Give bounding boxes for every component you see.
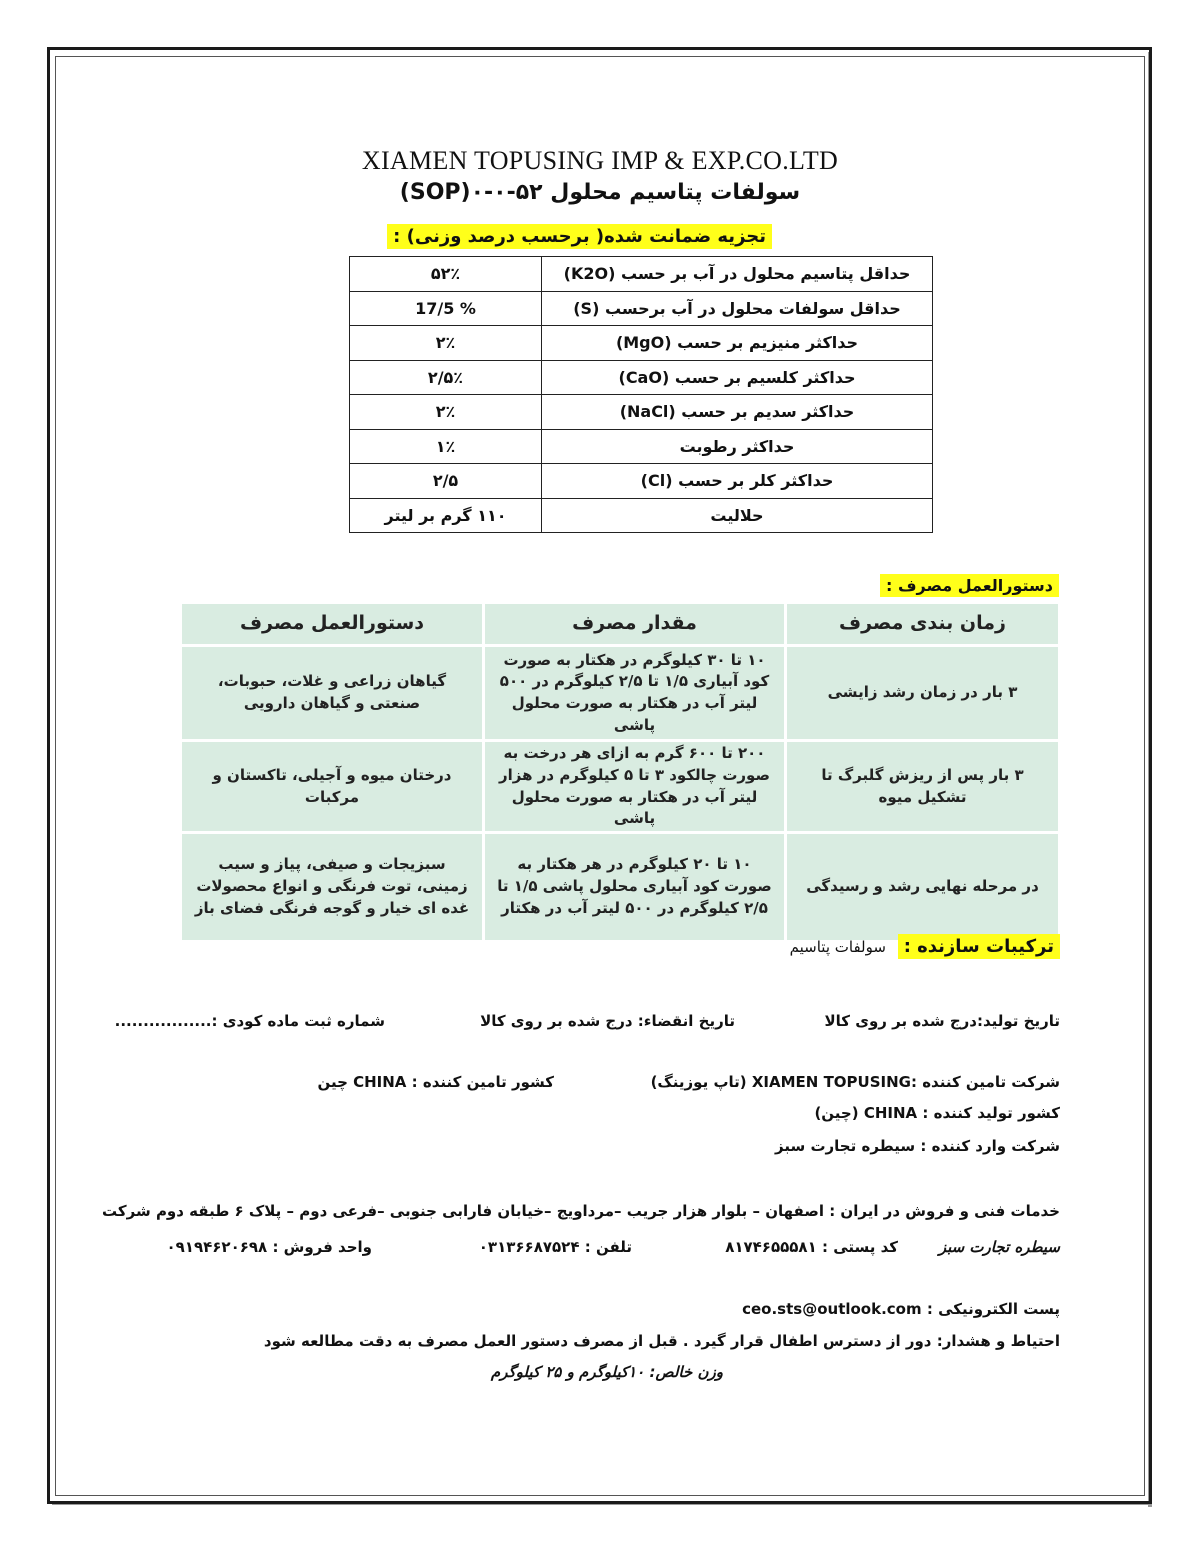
- production-date: تاریخ تولید:درج شده بر روی کالا: [824, 1012, 1060, 1030]
- usage-timing: ۳ بار پس از ریزش گلبرگ تا تشکیل میوه: [787, 742, 1058, 831]
- importer-company: شرکت وارد کننده : سیطره تجارت سبز: [775, 1137, 1060, 1155]
- table-row: [350, 360, 933, 395]
- warning-line: احتیاط و هشدار: دور از دسترس اطفال قرار گیرد . قبل از مصرف دستور العمل مصرف به دقت مطالعه شود: [263, 1332, 1060, 1350]
- postal-code: کد پستی : ۸۱۷۴۶۵۵۵۸۱: [725, 1238, 898, 1256]
- table-row: [350, 429, 933, 464]
- supplier-country: کشور تامین کننده : CHINA چین: [317, 1073, 554, 1091]
- spec-name: حداکثر کلسیم بر حسب (CaO): [542, 360, 933, 395]
- spec-name: حداکثر سدیم بر حسب (NaCl): [542, 395, 933, 430]
- spec-name: حلالیت: [542, 498, 933, 533]
- usage-amount: ۱۰ تا ۲۰ کیلوگرم در هر هکتار به صورت کود آبیاری محلول پاشی ۱/۵ تا ۲/۵ کیلوگرم در ۵۰۰ لیتر آب در هکتار: [485, 834, 784, 940]
- phone-number: تلفن : ۰۳۱۳۶۶۸۷۵۲۴: [478, 1238, 632, 1256]
- usage-timing: در مرحله نهایی رشد و رسیدگی: [787, 834, 1058, 940]
- usage-heading: [880, 576, 1059, 595]
- spec-name: حداکثر رطوبت: [542, 429, 933, 464]
- spec-table: [349, 256, 933, 533]
- expiry-date: تاریخ انقضاء: درج شده بر روی کالا: [480, 1012, 735, 1030]
- spec-value: ۱٪: [350, 429, 542, 464]
- usage-title: دستورالعمل مصرف :: [880, 574, 1059, 597]
- guaranteed-analysis-title: تجزیه ضمانت شده( برحسب درصد وزنی) :: [387, 224, 772, 249]
- brand-name: سیطره تجارت سبز: [938, 1238, 1060, 1256]
- usage-instruction: درختان میوه و آجیلی، تاکستان و مرکبات: [182, 742, 482, 831]
- table-row: [350, 326, 933, 361]
- usage-instruction: گیاهان زراعی و غلات، حبوبات، صنعتی و گیاهان دارویی: [182, 647, 482, 739]
- supplier-company: شرکت تامین کننده :XIAMEN TOPUSING (تاپ یوزینگ): [650, 1073, 1060, 1091]
- registration-number: شماره ثبت ماده کودی :.................: [114, 1012, 385, 1030]
- composition-value: سولفات پتاسیم: [789, 938, 886, 956]
- usage-amount: ۱۰ تا ۳۰ کیلوگرم در هکتار به صورت کود آبیاری ۱/۵ تا ۲/۵ کیلوگرم در ۵۰۰ لیتر آب در هکتار به صورت محلول پاشی: [485, 647, 784, 739]
- table-row: [350, 464, 933, 499]
- spec-name: حداقل سولفات محلول در آب برحسب (S): [542, 291, 933, 326]
- spec-value: ۲٪: [350, 395, 542, 430]
- email-line: پست الکترونیکی : ceo.sts@outlook.com: [742, 1300, 1060, 1318]
- service-address: خدمات فنی و فروش در ایران : اصفهان – بلوار هزار جریب –مرداویج –خیابان فارابی جنوبی –فرعی دوم – پلاک ۶ طبقه دوم شرکت: [102, 1202, 1060, 1220]
- spec-name: حداکثر کلر بر حسب (Cl): [542, 464, 933, 499]
- composition-label: ترکیبات سازنده :: [898, 934, 1060, 959]
- usage-timing: ۳ بار در زمان رشد زایشی: [787, 647, 1058, 739]
- table-row: [350, 395, 933, 430]
- spec-value: 17/5 %: [350, 291, 542, 326]
- spec-value: ۲٪: [350, 326, 542, 361]
- header-timing: زمان بندی مصرف: [787, 604, 1058, 644]
- usage-instruction: سبزیجات و صیفی، پیاز و سیب زمینی، توت فرنگی و انواع محصولات غده ای خیار و گوجه فرنگی فضای باز: [182, 834, 482, 940]
- spec-value: ۲/۵٪: [350, 360, 542, 395]
- net-weight: وزن خالص: ۱۰کیلوگرم و ۲۵ کیلوگرم: [490, 1363, 723, 1381]
- usage-table: [182, 604, 1058, 940]
- guaranteed-analysis-heading: [387, 226, 772, 247]
- header-instruction: دستورالعمل مصرف: [182, 604, 482, 644]
- spec-value: ۲/۵: [350, 464, 542, 499]
- composition-line: [790, 936, 1060, 957]
- table-row: [350, 498, 933, 533]
- company-title: XIAMEN TOPUSING IMP & EXP.CO.LTD: [361, 146, 839, 175]
- spec-name: حداقل پتاسیم محلول در آب بر حسب (K2O): [542, 257, 933, 292]
- producer-country: کشور تولید کننده : CHINA (چین): [814, 1104, 1060, 1122]
- table-row: [350, 291, 933, 326]
- spec-name: حداکثر منیزیم بر حسب (MgO): [542, 326, 933, 361]
- sales-number: واحد فروش : ۰۹۱۹۴۶۲۰۶۹۸: [166, 1238, 372, 1256]
- product-title: سولفات پتاسیم محلول ۵۲-۰-۰(SOP): [399, 180, 801, 205]
- spec-value: ۱۱۰ گرم بر لیتر: [350, 498, 542, 533]
- header-amount: مقدار مصرف: [485, 604, 784, 644]
- table-row: [350, 257, 933, 292]
- usage-amount: ۲۰۰ تا ۶۰۰ گرم به ازای هر درخت به صورت چالکود ۳ تا ۵ کیلوگرم در هزار لیتر آب در هکتار به صورت محلول پاشی: [485, 742, 784, 831]
- spec-value: ۵۲٪: [350, 257, 542, 292]
